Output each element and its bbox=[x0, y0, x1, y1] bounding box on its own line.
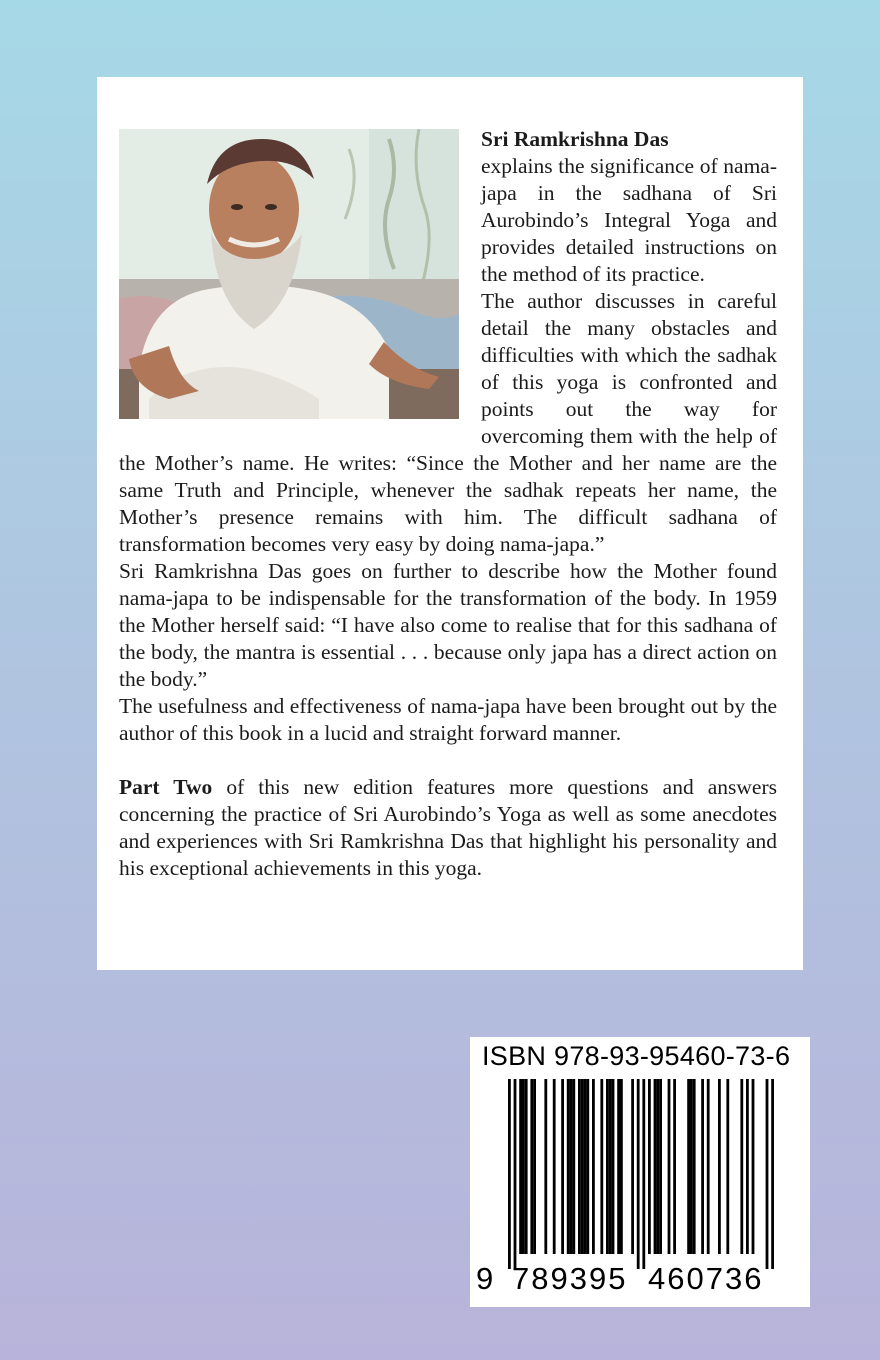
barcode-bar bbox=[567, 1079, 570, 1254]
barcode-bar bbox=[514, 1079, 517, 1269]
paragraph-gap bbox=[119, 747, 777, 774]
blurb-paragraph-1: explains the significance of nama-japa in the sadhana of Sri Aurobindo’s Integral Yoga and provides detailed instructions on the method of its practice. bbox=[481, 154, 777, 286]
barcode-bar bbox=[606, 1079, 609, 1254]
blurb-paragraph-2: The author discusses in careful detail the many obstacles and difficulties with which the sadhak of this yoga is confronted and points out the way for overcoming them with the help of the Mother’s name. He writes: “Since the Mother and her name are the same Truth and Principle, whenever the sadhak repeats her name, the Mother’s presence remains with him. The difficult sadhana of transformation becomes very easy by doing nama-japa.” bbox=[119, 289, 777, 556]
barcode-lead-digit: 9 bbox=[476, 1261, 496, 1296]
barcode-bar bbox=[740, 1079, 743, 1254]
barcode-bar bbox=[592, 1079, 595, 1254]
barcode-bar bbox=[612, 1079, 615, 1254]
barcode-bar bbox=[525, 1079, 528, 1254]
barcode-bar bbox=[656, 1079, 659, 1254]
barcode-bar bbox=[533, 1079, 536, 1254]
part-two-label: Part Two bbox=[119, 775, 213, 799]
barcode-bar bbox=[508, 1079, 511, 1269]
barcode-bar bbox=[752, 1079, 755, 1254]
blurb-paragraph-3: Sri Ramkrishna Das goes on further to describe how the Mother found nama-japa to be indispensable for the transformation of the body. In 1959 the Mother herself said: “I have also come to realise that for this sadhana of the body, the mantra is essential . . . because only japa has a direct action on the body.” bbox=[119, 559, 777, 691]
isbn-label: ISBN 978-93-95460-73-6 bbox=[482, 1041, 791, 1071]
part-two-paragraph bbox=[119, 774, 777, 882]
blurb-panel bbox=[97, 77, 803, 970]
barcode-bar bbox=[586, 1079, 589, 1254]
barcode-bar bbox=[620, 1079, 623, 1254]
barcode-bar bbox=[600, 1079, 603, 1254]
barcode-bar bbox=[771, 1079, 774, 1269]
barcode-bars bbox=[480, 1079, 800, 1271]
barcode-bar bbox=[522, 1079, 525, 1254]
barcode-bar bbox=[570, 1079, 573, 1254]
barcode-bar bbox=[673, 1079, 676, 1254]
blurb-paragraph-4: The usefulness and effectiveness of nama-japa have been brought out by the author of this book in a lucid and straight forward manner. bbox=[119, 694, 777, 745]
barcode-bar bbox=[561, 1079, 564, 1254]
isbn-barcode bbox=[470, 1037, 810, 1307]
barcode-bar bbox=[572, 1079, 575, 1254]
part-two-text: of this new edition features more questions and answers concerning the practice of Sri Aurobindo’s Yoga as well as some anecdotes and experiences with Sri Ramkrishna Das that highlight his personality and his exceptional achievements in this yoga. bbox=[119, 775, 778, 880]
barcode-bar bbox=[553, 1079, 556, 1254]
barcode-bar bbox=[687, 1079, 690, 1254]
barcode-bar bbox=[637, 1079, 640, 1269]
barcode-bar bbox=[659, 1079, 662, 1254]
barcode-bar bbox=[609, 1079, 612, 1254]
barcode-bar bbox=[718, 1079, 721, 1254]
barcode-bar bbox=[690, 1079, 693, 1254]
barcode-bar bbox=[766, 1079, 769, 1269]
barcode-bar bbox=[631, 1079, 634, 1254]
barcode-bar bbox=[519, 1079, 522, 1254]
barcode-bar bbox=[642, 1079, 645, 1269]
barcode-bar bbox=[584, 1079, 587, 1254]
barcode-bar bbox=[746, 1079, 749, 1254]
barcode-bar bbox=[581, 1079, 584, 1254]
barcode-left-digits: 789395 bbox=[512, 1261, 628, 1296]
barcode-bar bbox=[668, 1079, 671, 1254]
barcode-right-digits: 460736 bbox=[648, 1261, 764, 1296]
barcode-bar bbox=[648, 1079, 651, 1254]
barcode-bar bbox=[707, 1079, 710, 1254]
barcode-bar bbox=[654, 1079, 657, 1254]
barcode-bar bbox=[578, 1079, 581, 1254]
barcode-bar bbox=[701, 1079, 704, 1254]
barcode-bar bbox=[693, 1079, 696, 1254]
barcode-bar bbox=[544, 1079, 547, 1254]
author-name: Sri Ramkrishna Das bbox=[481, 127, 669, 151]
author-photo bbox=[119, 129, 459, 419]
barcode-bar bbox=[530, 1079, 533, 1254]
barcode-bar bbox=[726, 1079, 729, 1254]
barcode-bar bbox=[617, 1079, 620, 1254]
